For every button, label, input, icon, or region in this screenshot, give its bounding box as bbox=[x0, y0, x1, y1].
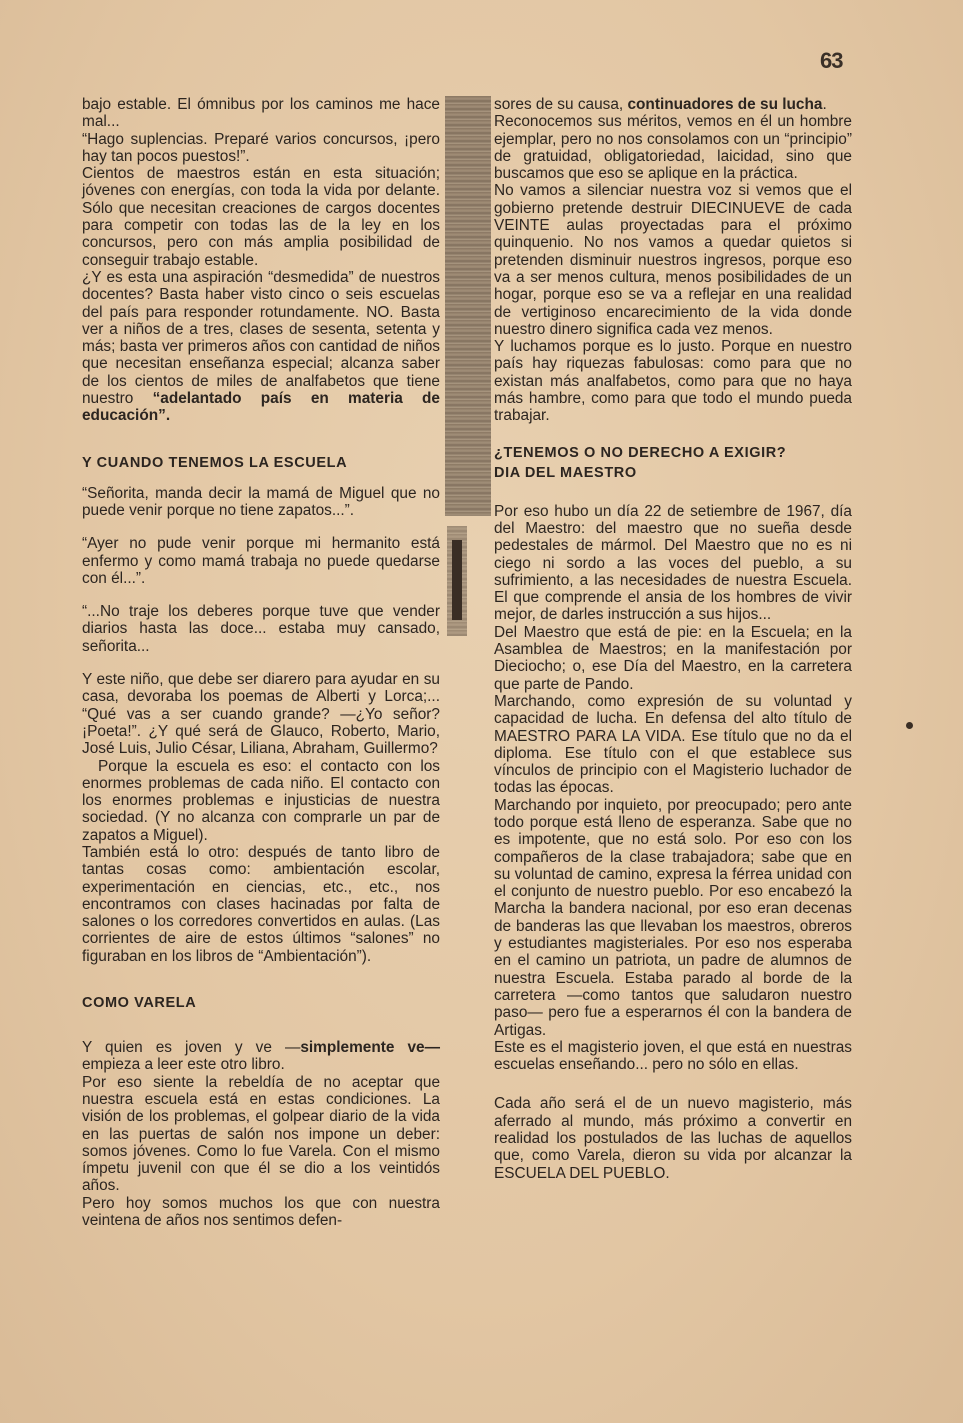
text-run: Y quien es joven y ve — bbox=[82, 1039, 301, 1057]
page-number: 63 bbox=[820, 48, 843, 73]
paragraph: No vamos a silenciar nuestra voz si vemos que el gobierno pretende destruir DIECINUEVE de cada VEINTE aulas proyectadas para el próximo quinquenio. No nos vamos a quedar quietos si pretenden disminuir nuestros ingresos, porque eso va a ser menos cultura, menos posibilidades de un hogar, porque eso se va a reflejar en una realidad de vertiginoso encarecimiento de la vida donde nuestro dinero significa cada vez menos. bbox=[494, 182, 852, 338]
section-heading: DIA DEL MAESTRO bbox=[494, 464, 637, 481]
ink-dot bbox=[906, 722, 913, 729]
paragraph: Este es el magisterio joven, el que está en nuestras escuelas enseñando... pero no sólo en ellas. bbox=[494, 1038, 852, 1074]
binding-tape-strip bbox=[445, 96, 491, 516]
bold-text-run: simplemente ve— bbox=[300, 1039, 440, 1057]
text-run: sores de su causa, bbox=[494, 96, 628, 113]
paragraph: Por eso siente la rebeldía de no aceptar que nuestra escuela está en estas condiciones. La visión de los problemas, el golpear diario de la vida en las puertas de salón nos impone un deber: somos jóvenes. Como lo fue Varela. Con el mismo ímpetu juvenil con que él se dio a los veintidós años. bbox=[82, 1073, 440, 1195]
paragraph: “Hago suplencias. Preparé varios concursos, ¡pero hay tan pocos puestos!”. bbox=[82, 130, 440, 165]
text-run: . bbox=[822, 96, 827, 113]
paragraph: Cada año será el de un nuevo magisterio, más aferrado al mundo, más próximo a convertir en realidad los postulados de las luchas de aquellos que, como Varela, dieron su vida por alcanzar la ESCUELA DEL PUEBLO. bbox=[494, 1095, 852, 1182]
paragraph: También está lo otro: después de tanto libro de tantas cosas como: ambientación escolar, experimentación en ciencias, etc., etc., nos encontramos con clases hacinadas por falta de salones o los corredores convertidos en aulas. (Las corrientes de aire de estos últimos “salones” no figuraban en los libros de “Ambientación”). bbox=[82, 843, 440, 965]
section-heading: ¿TENEMOS O NO DERECHO A EXIGIR? bbox=[494, 444, 787, 461]
paragraph bbox=[82, 269, 440, 425]
paragraph: Marchando por inquieto, por preocupado; pero ante todo porque está lleno de esperanza. Sabe que no es impotente, que no está solo. Por eso con los compañeros de la clase trabajadora; sabe que en su voluntad de camino, expresa la férrea unidad con el conjunto de nuestro pueblo. Por eso encabezó la Marcha la bandera nacional, por eso eran decenas de banderas las que llevaban los maestros, obreros y estudiantes magisteriales. Por eso nos esperaba en el camino un patriota, un padre de alumnos de nuestra Escuela. Estaba parado al borde de la carretera —como tantos que saludaron nuestro paso— pero fue a esperarnos él con la bandera de Artigas. bbox=[494, 796, 852, 1039]
paragraph: Y este niño, que debe ser diarero para ayudar en su casa, devoraba los poemas de Alberti y Lorca;... “Qué vas a ser cuando grande? —¿Yo señor? ¡Poeta!”. ¿Y qué será de Glauco, Roberto, Mario, José Luis, Julio César, Liliana, Abraham, Guillermo? bbox=[82, 671, 440, 758]
paragraph: bajo estable. El ómnibus por los caminos me hace mal... bbox=[82, 96, 440, 131]
quote: “...No traje los deberes porque tuve que vender diarios hasta las doce... estaba muy cansado, señorita... bbox=[82, 603, 440, 655]
left-column bbox=[82, 96, 440, 1229]
paragraph: Y luchamos porque es lo justo. Porque en nuestro país hay riquezas fabulosas: como para que no existan más analfabetos, como para que no haya más hambre, como para que todo el mundo pueda trabajar. bbox=[494, 338, 852, 425]
paragraph: Del Maestro que está de pie: en la Escuela; en la Asamblea de Maestros; en la manifestación por Dieciocho; o, ese Día del Maestro, en la carretera que parte de Pando. bbox=[494, 623, 852, 693]
paragraph: Porque la escuela es eso: el contacto con los enormes problemas de cada niño. El contacto con los enormes problemas e injusticias de nuestra sociedad. (Y no alcanza con comprarle un par de zapatos a Miguel). bbox=[82, 757, 440, 844]
paragraph: Marchando, como expresión de su voluntad y capacidad de lucha. En defensa del alto título de MAESTRO PARA LA VIDA. Ese título que no da el diploma. Ese título con el que establece sus vínculos de principio con el Magisterio luchador de todas las épocas. bbox=[494, 692, 852, 797]
binding-gutter bbox=[441, 96, 491, 656]
right-column bbox=[494, 96, 852, 1182]
section-heading: COMO VARELA bbox=[82, 995, 197, 1012]
bold-text-run: continuadores de su lucha bbox=[627, 96, 823, 113]
text-run: ¿Y es esta una aspiración “desmedida” de nuestros docentes? Basta haber visto cinco o seis escuelas del país para responder rotundamente. NO. Basta ver a niños de a tres, clases de sesenta, setenta y más; basta ver primeros años con cantidad de niños que necesitan enseñanza especial; alcanza saber de los cientos de miles de analfabetos que tiene nuestro bbox=[82, 268, 440, 408]
paragraph: Cientos de maestros están en esta situación; jóvenes con energías, con toda la vida por delante. Sólo que necesitan creaciones de cargos docentes para competir con todas las de la ley en los concursos, pero con más amplia posibilidad de conseguir trabajo estable. bbox=[82, 165, 440, 269]
paragraph bbox=[494, 96, 852, 113]
paragraph: Reconocemos sus méritos, vemos en él un hombre ejemplar, pero no nos consolamos con un “principio” de gratuidad, obligatoriedad, laicidad, sino que buscamos que eso se aplique en la práctica. bbox=[494, 113, 852, 183]
paragraph: Pero hoy somos muchos los que con nuestra veintena de años nos sentimos defen- bbox=[82, 1194, 440, 1230]
quote: “Señorita, manda decir la mamá de Miguel que no puede venir porque no tiene zapatos...”. bbox=[82, 484, 440, 519]
section-heading: Y CUANDO TENEMOS LA ESCUELA bbox=[82, 454, 348, 471]
ink-bar bbox=[452, 540, 462, 620]
quote: “Ayer no pude venir porque mi hermanito está enfermo y como mamá trabaja no puede quedarse con él...”. bbox=[82, 535, 440, 587]
bold-text-run: “adelantado país en materia de educación”. bbox=[82, 390, 440, 425]
paragraph bbox=[82, 1039, 440, 1074]
paragraph: Por eso hubo un día 22 de setiembre de 1967, día del Maestro: del maestro que no sueña desde pedestales de mármol. Del Maestro que no es ni ciego ni sordo a las voces del pueblo, a su sufrimiento, a las necesidades de nuestra Escuela. El que comprende el ansia de los hombres de vivir mejor, de darles instrucción a sus hijos... bbox=[494, 502, 852, 624]
text-run: empieza a leer este otro libro. bbox=[82, 1056, 285, 1074]
